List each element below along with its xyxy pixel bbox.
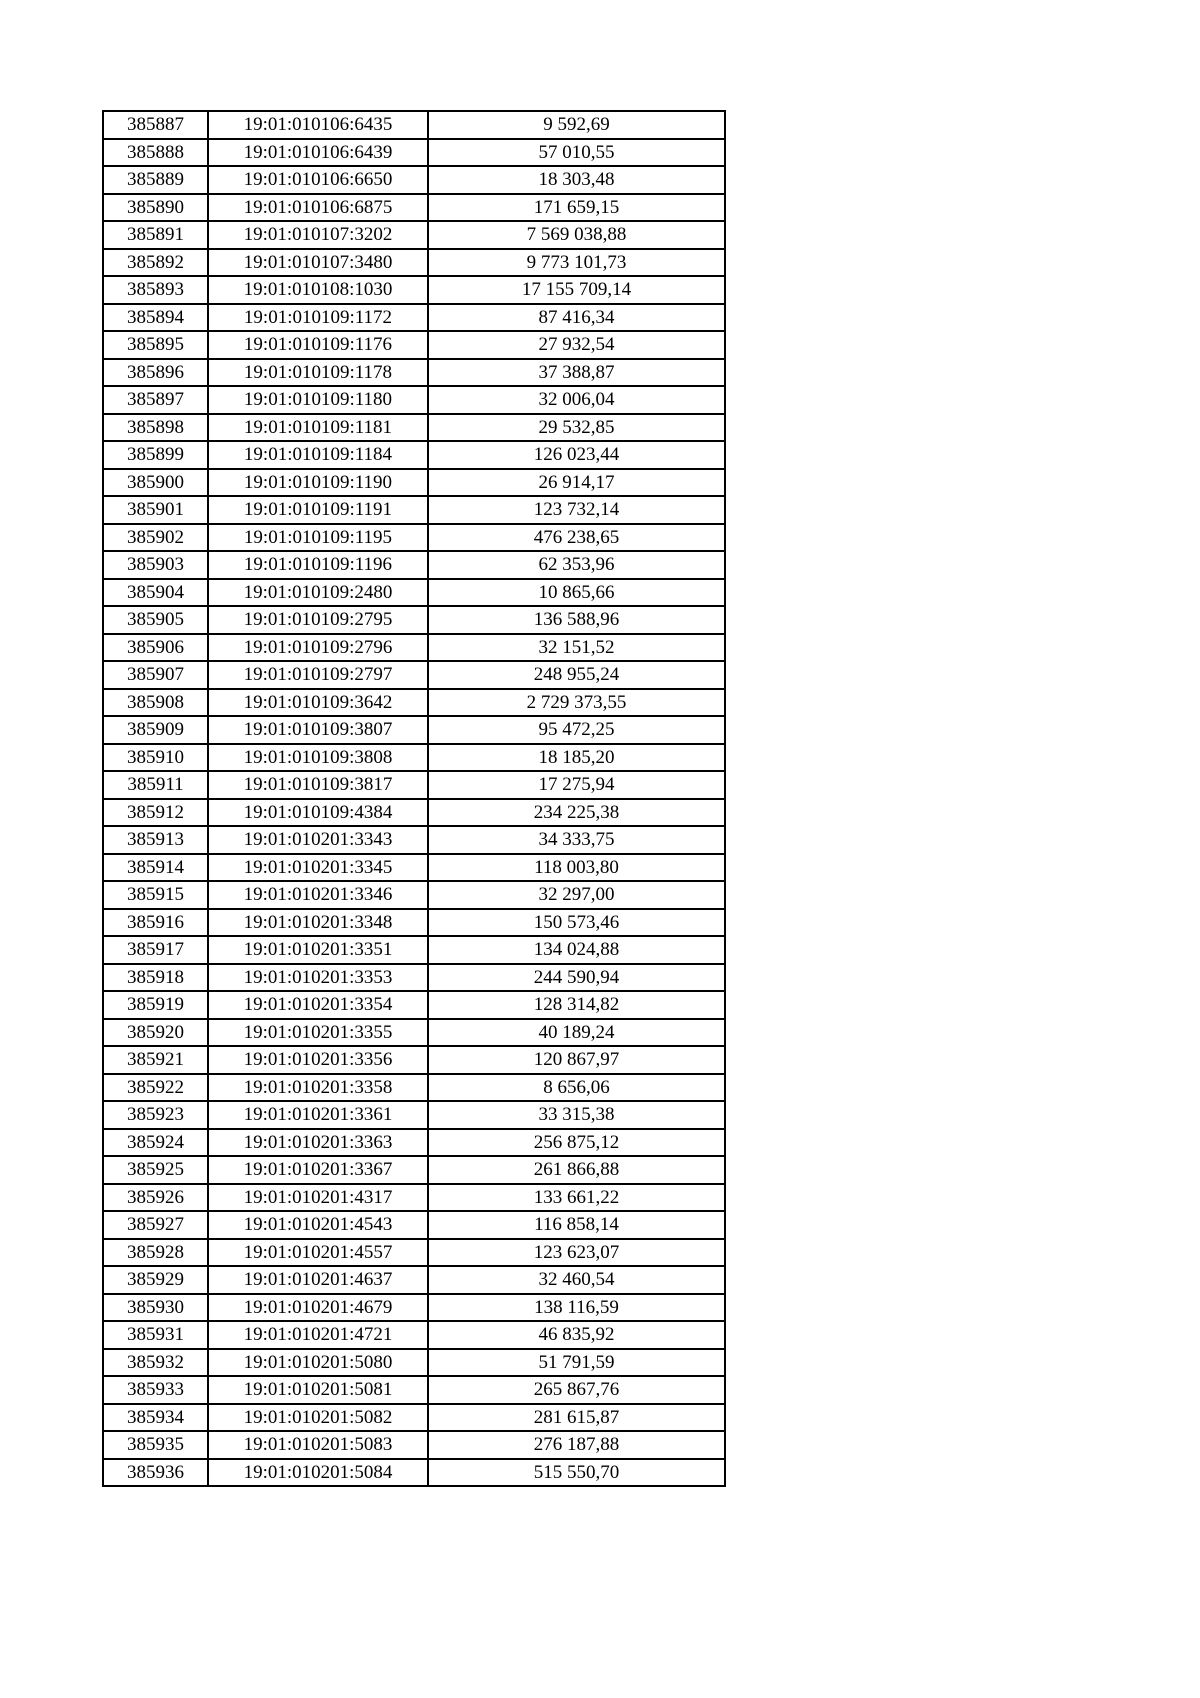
- table-row: [103, 1046, 725, 1074]
- table-row: [103, 826, 725, 854]
- cadastral-number-cell: 19:01:010109:4384: [208, 799, 428, 827]
- cadastral-number-cell: 19:01:010108:1030: [208, 276, 428, 304]
- cadastral-number-cell: 19:01:010201:3351: [208, 936, 428, 964]
- cadastral-number-cell: 19:01:010201:3348: [208, 909, 428, 937]
- row-number-cell: 385915: [103, 881, 208, 909]
- table-row: [103, 331, 725, 359]
- row-number-cell: 385936: [103, 1459, 208, 1487]
- cadastral-number-cell: 19:01:010201:3358: [208, 1074, 428, 1102]
- cadastral-number-cell: 19:01:010201:3354: [208, 991, 428, 1019]
- cadastral-number-cell: 19:01:010109:3808: [208, 744, 428, 772]
- value-cell: 62 353,96: [428, 551, 725, 579]
- cadastral-number-cell: 19:01:010201:5084: [208, 1459, 428, 1487]
- cadastral-number-cell: 19:01:010201:5083: [208, 1431, 428, 1459]
- table-row: [103, 1184, 725, 1212]
- cadastral-number-cell: 19:01:010109:1184: [208, 441, 428, 469]
- cadastral-number-cell: 19:01:010106:6650: [208, 166, 428, 194]
- cadastral-number-cell: 19:01:010109:2797: [208, 661, 428, 689]
- table-row: [103, 1074, 725, 1102]
- row-number-cell: 385920: [103, 1019, 208, 1047]
- row-number-cell: 385893: [103, 276, 208, 304]
- value-cell: 256 875,12: [428, 1129, 725, 1157]
- cadastral-number-cell: 19:01:010201:3345: [208, 854, 428, 882]
- cadastral-number-cell: 19:01:010201:4543: [208, 1211, 428, 1239]
- table-row: [103, 386, 725, 414]
- row-number-cell: 385931: [103, 1321, 208, 1349]
- value-cell: 128 314,82: [428, 991, 725, 1019]
- value-cell: 29 532,85: [428, 414, 725, 442]
- row-number-cell: 385892: [103, 249, 208, 277]
- table-row: [103, 964, 725, 992]
- value-cell: 51 791,59: [428, 1349, 725, 1377]
- table-row: [103, 606, 725, 634]
- row-number-cell: 385908: [103, 689, 208, 717]
- row-number-cell: 385935: [103, 1431, 208, 1459]
- table-row: [103, 1239, 725, 1267]
- value-cell: 87 416,34: [428, 304, 725, 332]
- value-cell: 8 656,06: [428, 1074, 725, 1102]
- table-row: [103, 359, 725, 387]
- cadastral-number-cell: 19:01:010109:1191: [208, 496, 428, 524]
- value-cell: 32 460,54: [428, 1266, 725, 1294]
- cadastral-number-cell: 19:01:010201:4637: [208, 1266, 428, 1294]
- row-number-cell: 385898: [103, 414, 208, 442]
- value-cell: 136 588,96: [428, 606, 725, 634]
- row-number-cell: 385923: [103, 1101, 208, 1129]
- cadastral-number-cell: 19:01:010106:6439: [208, 139, 428, 167]
- row-number-cell: 385891: [103, 221, 208, 249]
- table-row: [103, 496, 725, 524]
- table-row: [103, 1019, 725, 1047]
- table-row: [103, 221, 725, 249]
- data-table: [102, 110, 726, 1487]
- value-cell: 17 155 709,14: [428, 276, 725, 304]
- row-number-cell: 385896: [103, 359, 208, 387]
- cadastral-number-cell: 19:01:010201:5080: [208, 1349, 428, 1377]
- row-number-cell: 385897: [103, 386, 208, 414]
- table-row: [103, 1404, 725, 1432]
- row-number-cell: 385919: [103, 991, 208, 1019]
- row-number-cell: 385888: [103, 139, 208, 167]
- table-row: [103, 1459, 725, 1487]
- table-row: [103, 1431, 725, 1459]
- value-cell: 27 932,54: [428, 331, 725, 359]
- row-number-cell: 385909: [103, 716, 208, 744]
- cadastral-number-cell: 19:01:010201:4317: [208, 1184, 428, 1212]
- table-row: [103, 991, 725, 1019]
- table-row: [103, 1294, 725, 1322]
- cadastral-number-cell: 19:01:010201:4557: [208, 1239, 428, 1267]
- value-cell: 26 914,17: [428, 469, 725, 497]
- row-number-cell: 385932: [103, 1349, 208, 1377]
- cadastral-number-cell: 19:01:010106:6875: [208, 194, 428, 222]
- table-row: [103, 1349, 725, 1377]
- row-number-cell: 385916: [103, 909, 208, 937]
- value-cell: 261 866,88: [428, 1156, 725, 1184]
- cadastral-number-cell: 19:01:010109:3642: [208, 689, 428, 717]
- row-number-cell: 385927: [103, 1211, 208, 1239]
- table-row: [103, 1101, 725, 1129]
- value-cell: 40 189,24: [428, 1019, 725, 1047]
- value-cell: 118 003,80: [428, 854, 725, 882]
- cadastral-number-cell: 19:01:010201:3363: [208, 1129, 428, 1157]
- row-number-cell: 385922: [103, 1074, 208, 1102]
- table-row: [103, 111, 725, 139]
- cadastral-number-cell: 19:01:010109:2796: [208, 634, 428, 662]
- row-number-cell: 385912: [103, 799, 208, 827]
- value-cell: 244 590,94: [428, 964, 725, 992]
- cadastral-number-cell: 19:01:010107:3202: [208, 221, 428, 249]
- value-cell: 57 010,55: [428, 139, 725, 167]
- value-cell: 234 225,38: [428, 799, 725, 827]
- value-cell: 248 955,24: [428, 661, 725, 689]
- value-cell: 281 615,87: [428, 1404, 725, 1432]
- value-cell: 95 472,25: [428, 716, 725, 744]
- value-cell: 265 867,76: [428, 1376, 725, 1404]
- row-number-cell: 385901: [103, 496, 208, 524]
- row-number-cell: 385906: [103, 634, 208, 662]
- cadastral-number-cell: 19:01:010109:1190: [208, 469, 428, 497]
- table-row: [103, 304, 725, 332]
- row-number-cell: 385887: [103, 111, 208, 139]
- row-number-cell: 385911: [103, 771, 208, 799]
- table-row: [103, 579, 725, 607]
- value-cell: 150 573,46: [428, 909, 725, 937]
- table-row: [103, 469, 725, 497]
- row-number-cell: 385900: [103, 469, 208, 497]
- table-row: [103, 1321, 725, 1349]
- row-number-cell: 385902: [103, 524, 208, 552]
- value-cell: 7 569 038,88: [428, 221, 725, 249]
- cadastral-number-cell: 19:01:010201:5082: [208, 1404, 428, 1432]
- value-cell: 126 023,44: [428, 441, 725, 469]
- table-row: [103, 414, 725, 442]
- cadastral-number-cell: 19:01:010109:2480: [208, 579, 428, 607]
- cadastral-number-cell: 19:01:010109:2795: [208, 606, 428, 634]
- value-cell: 138 116,59: [428, 1294, 725, 1322]
- table-row: [103, 881, 725, 909]
- cadastral-number-cell: 19:01:010201:4721: [208, 1321, 428, 1349]
- table-row: [103, 1376, 725, 1404]
- table-row: [103, 249, 725, 277]
- table-row: [103, 166, 725, 194]
- table-row: [103, 634, 725, 662]
- row-number-cell: 385907: [103, 661, 208, 689]
- row-number-cell: 385910: [103, 744, 208, 772]
- value-cell: 9 773 101,73: [428, 249, 725, 277]
- cadastral-number-cell: 19:01:010201:4679: [208, 1294, 428, 1322]
- table-row: [103, 854, 725, 882]
- value-cell: 34 333,75: [428, 826, 725, 854]
- value-cell: 123 732,14: [428, 496, 725, 524]
- row-number-cell: 385934: [103, 1404, 208, 1432]
- value-cell: 17 275,94: [428, 771, 725, 799]
- cadastral-number-cell: 19:01:010109:1195: [208, 524, 428, 552]
- table-row: [103, 139, 725, 167]
- cadastral-number-cell: 19:01:010107:3480: [208, 249, 428, 277]
- row-number-cell: 385905: [103, 606, 208, 634]
- table-row: [103, 909, 725, 937]
- value-cell: 46 835,92: [428, 1321, 725, 1349]
- cadastral-number-cell: 19:01:010201:3353: [208, 964, 428, 992]
- cadastral-number-cell: 19:01:010201:3343: [208, 826, 428, 854]
- cadastral-number-cell: 19:01:010109:3817: [208, 771, 428, 799]
- cadastral-number-cell: 19:01:010201:3355: [208, 1019, 428, 1047]
- cadastral-number-cell: 19:01:010201:3356: [208, 1046, 428, 1074]
- cadastral-number-cell: 19:01:010201:3361: [208, 1101, 428, 1129]
- row-number-cell: 385929: [103, 1266, 208, 1294]
- value-cell: 33 315,38: [428, 1101, 725, 1129]
- value-cell: 116 858,14: [428, 1211, 725, 1239]
- row-number-cell: 385914: [103, 854, 208, 882]
- value-cell: 515 550,70: [428, 1459, 725, 1487]
- row-number-cell: 385918: [103, 964, 208, 992]
- cadastral-number-cell: 19:01:010109:1172: [208, 304, 428, 332]
- row-number-cell: 385925: [103, 1156, 208, 1184]
- cadastral-number-cell: 19:01:010109:3807: [208, 716, 428, 744]
- table-row: [103, 771, 725, 799]
- value-cell: 171 659,15: [428, 194, 725, 222]
- row-number-cell: 385903: [103, 551, 208, 579]
- row-number-cell: 385924: [103, 1129, 208, 1157]
- value-cell: 9 592,69: [428, 111, 725, 139]
- cadastral-number-cell: 19:01:010109:1180: [208, 386, 428, 414]
- value-cell: 123 623,07: [428, 1239, 725, 1267]
- table-row: [103, 194, 725, 222]
- row-number-cell: 385930: [103, 1294, 208, 1322]
- table-row: [103, 1266, 725, 1294]
- value-cell: 133 661,22: [428, 1184, 725, 1212]
- table-row: [103, 1211, 725, 1239]
- table-row: [103, 661, 725, 689]
- table-body: [103, 111, 725, 1486]
- value-cell: 276 187,88: [428, 1431, 725, 1459]
- table-row: [103, 551, 725, 579]
- table-row: [103, 441, 725, 469]
- table-row: [103, 799, 725, 827]
- cadastral-number-cell: 19:01:010109:1181: [208, 414, 428, 442]
- cadastral-number-cell: 19:01:010109:1176: [208, 331, 428, 359]
- row-number-cell: 385928: [103, 1239, 208, 1267]
- cadastral-number-cell: 19:01:010201:3346: [208, 881, 428, 909]
- row-number-cell: 385904: [103, 579, 208, 607]
- value-cell: 32 006,04: [428, 386, 725, 414]
- table-row: [103, 716, 725, 744]
- row-number-cell: 385899: [103, 441, 208, 469]
- table-row: [103, 1129, 725, 1157]
- table-row: [103, 1156, 725, 1184]
- row-number-cell: 385913: [103, 826, 208, 854]
- cadastral-number-cell: 19:01:010201:3367: [208, 1156, 428, 1184]
- row-number-cell: 385890: [103, 194, 208, 222]
- cadastral-number-cell: 19:01:010109:1178: [208, 359, 428, 387]
- cadastral-number-cell: 19:01:010109:1196: [208, 551, 428, 579]
- row-number-cell: 385926: [103, 1184, 208, 1212]
- table-row: [103, 689, 725, 717]
- value-cell: 10 865,66: [428, 579, 725, 607]
- value-cell: 37 388,87: [428, 359, 725, 387]
- value-cell: 134 024,88: [428, 936, 725, 964]
- value-cell: 18 185,20: [428, 744, 725, 772]
- value-cell: 32 151,52: [428, 634, 725, 662]
- value-cell: 120 867,97: [428, 1046, 725, 1074]
- value-cell: 476 238,65: [428, 524, 725, 552]
- table-row: [103, 276, 725, 304]
- row-number-cell: 385894: [103, 304, 208, 332]
- table-row: [103, 744, 725, 772]
- value-cell: 32 297,00: [428, 881, 725, 909]
- row-number-cell: 385921: [103, 1046, 208, 1074]
- row-number-cell: 385895: [103, 331, 208, 359]
- cadastral-number-cell: 19:01:010106:6435: [208, 111, 428, 139]
- table-row: [103, 524, 725, 552]
- value-cell: 18 303,48: [428, 166, 725, 194]
- cadastral-number-cell: 19:01:010201:5081: [208, 1376, 428, 1404]
- table-row: [103, 936, 725, 964]
- row-number-cell: 385917: [103, 936, 208, 964]
- row-number-cell: 385933: [103, 1376, 208, 1404]
- value-cell: 2 729 373,55: [428, 689, 725, 717]
- row-number-cell: 385889: [103, 166, 208, 194]
